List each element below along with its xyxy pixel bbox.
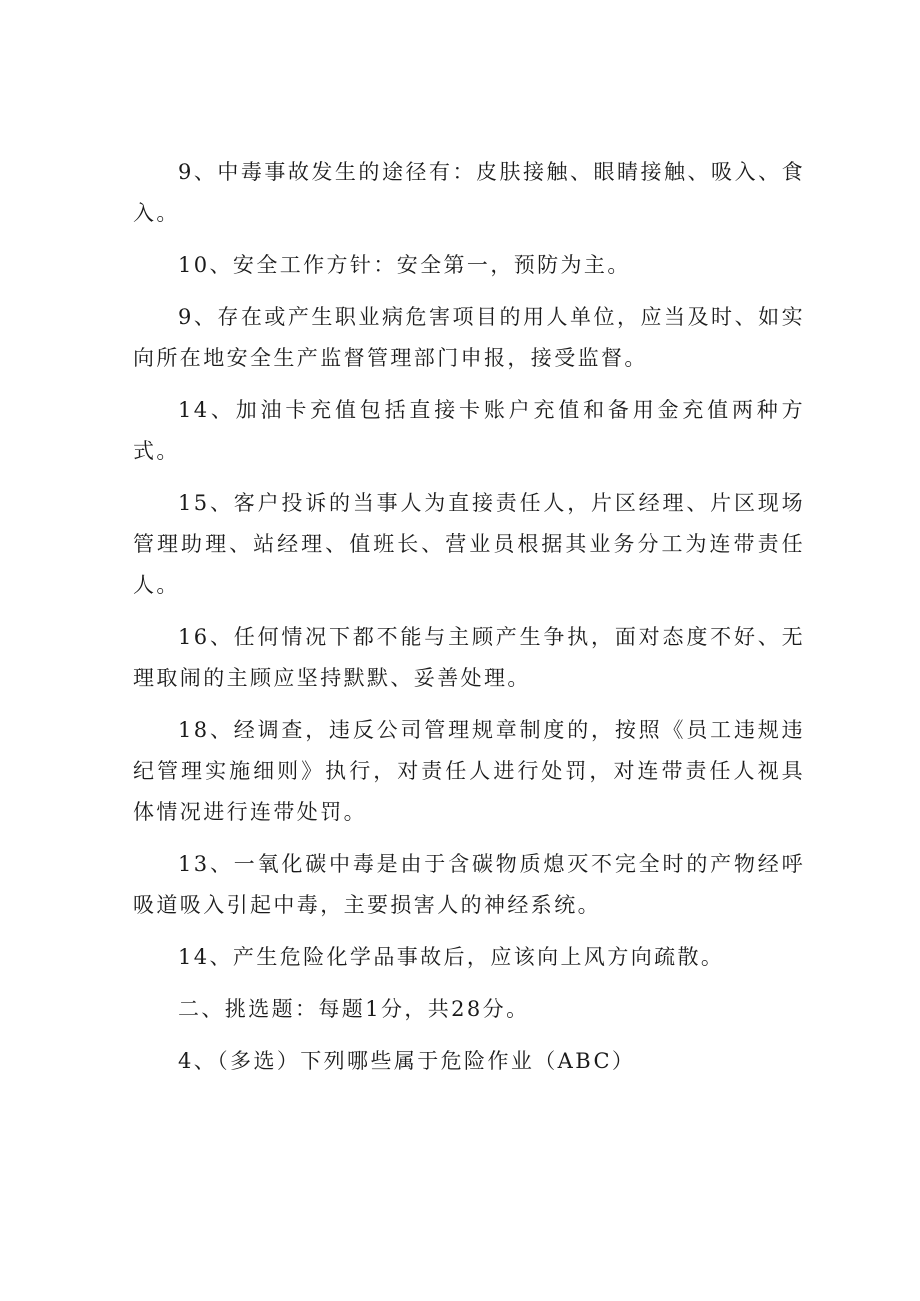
paragraph-safety-policy: 10、安全工作方针：安全第一，预防为主。 xyxy=(178,253,631,277)
paragraph-customer-dispute: 16、任何情况下都不能与主顾产生争执，面对态度不好、无理取闹的主顾应坚持默默、妥善处理。 xyxy=(133,625,805,690)
paragraph-fuel-card-recharge: 14、加油卡充值包括直接卡账户充值和备用金充值两种方式。 xyxy=(133,398,805,463)
document-body xyxy=(133,152,805,1093)
paragraph-poisoning-routes: 9、中毒事故发生的途径有：皮肤接触、眼睛接触、吸入、食入。 xyxy=(133,160,805,225)
paragraph-carbon-monoxide: 13、一氧化碳中毒是由于含碳物质熄灭不完全时的产物经呼吸道吸入引起中毒，主要损害人的神经系统。 xyxy=(133,852,805,917)
paragraph-violation-penalty: 18、经调查，违反公司管理规章制度的，按照《员工违规违纪管理实施细则》执行，对责任人进行处罚，对连带责任人视具体情况进行连带处罚。 xyxy=(133,718,805,824)
section-heading-choice-questions: 二、挑选题：每题1分，共28分。 xyxy=(178,997,530,1021)
paragraph-complaint-responsibility: 15、客户投诉的当事人为直接责任人，片区经理、片区现场管理助理、站经理、值班长、营业员根据其业务分工为连带责任人。 xyxy=(133,491,805,597)
paragraph-chemical-evacuation: 14、产生危险化学品事故后，应该向上风方向疏散。 xyxy=(178,945,725,969)
paragraph-occupational-hazard-report: 9、存在或产生职业病危害项目的用人单位，应当及时、如实向所在地安全生产监督管理部门申报，接受监督。 xyxy=(133,305,805,370)
paragraph-question-dangerous-work: 4、（多选）下列哪些属于危险作业（ABC） xyxy=(178,1049,636,1073)
